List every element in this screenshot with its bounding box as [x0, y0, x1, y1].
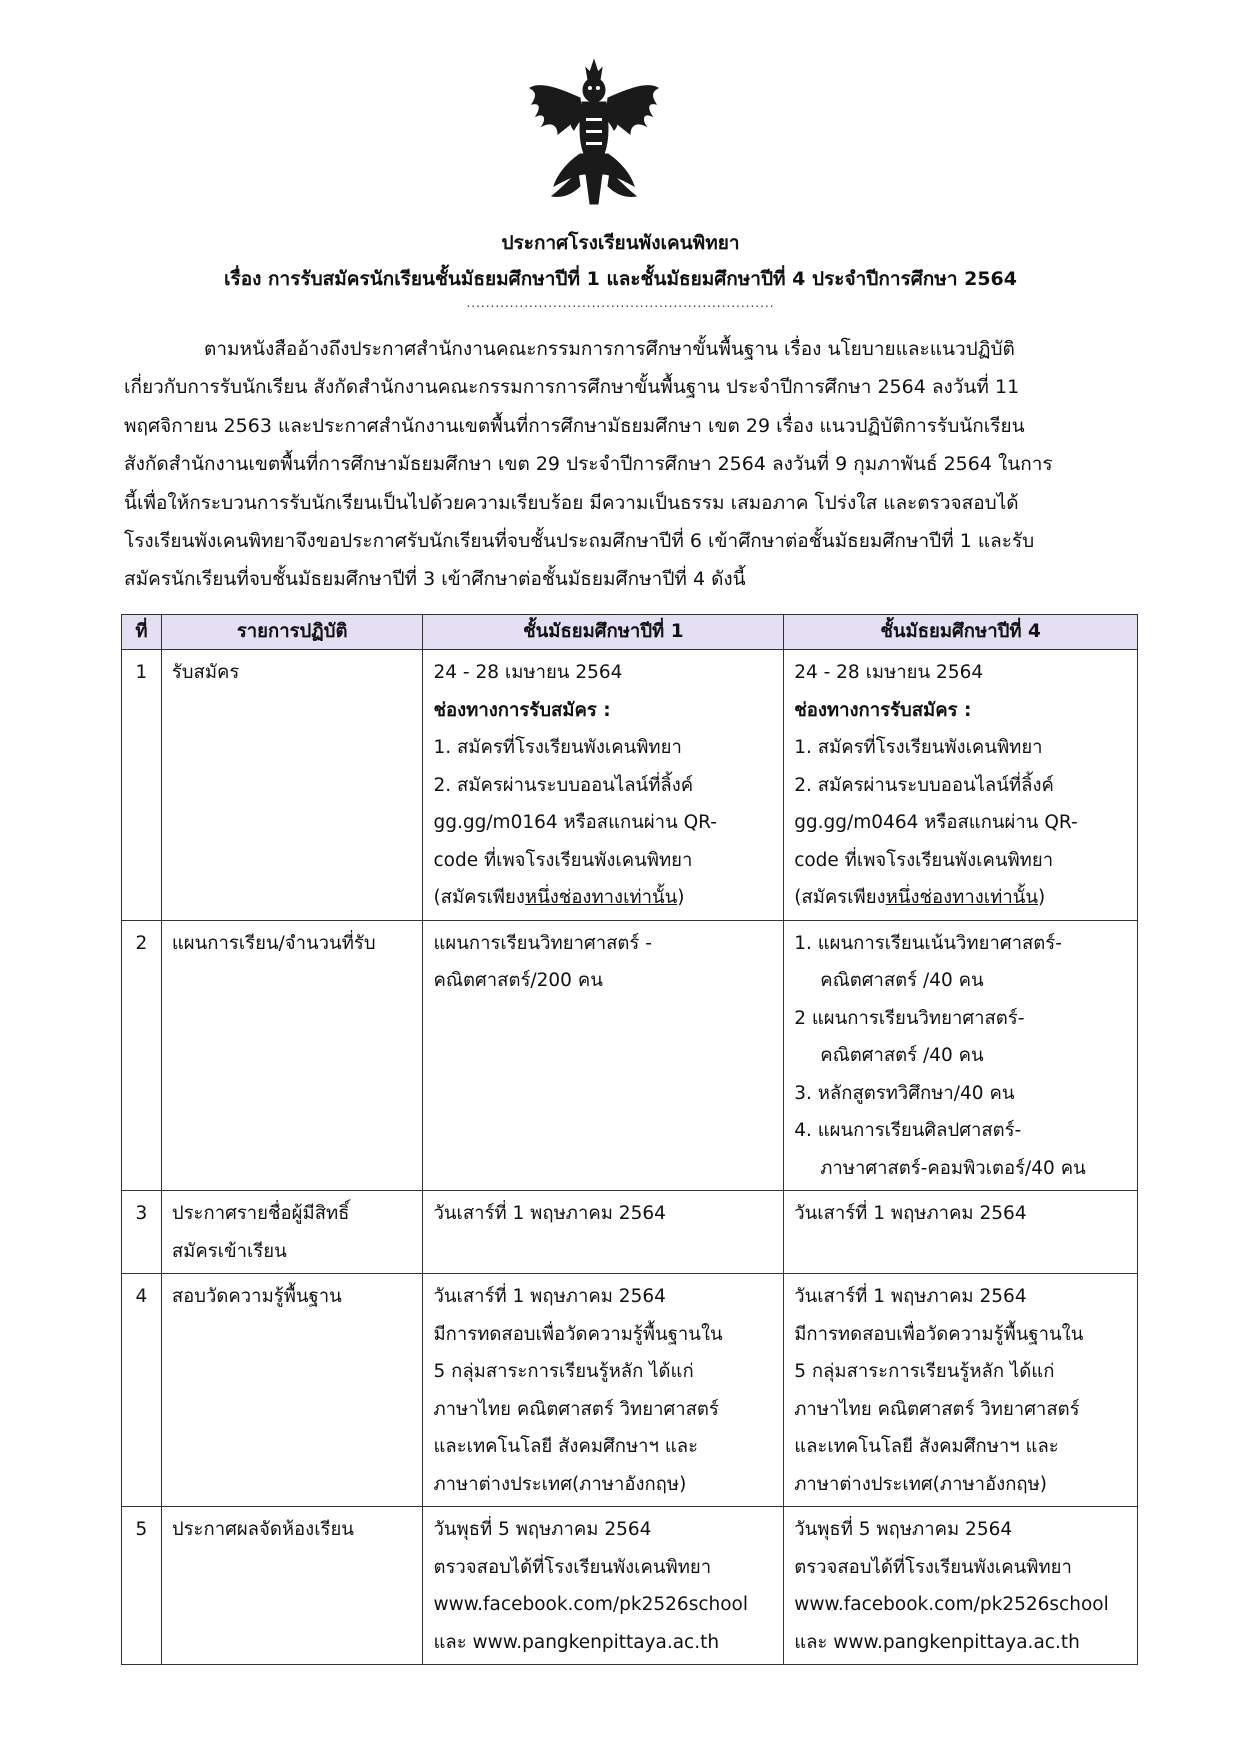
intro-line: โรงเรียนพังเคนพิทยาจึงขอประกาศรับนักเรียนที่จบชั้นประถมศึกษาปีที่ 6 เข้าศึกษาต่อชั้นมัธยมศึกษาปีที่ 1 และรับ [124, 530, 1035, 553]
header-m1: ชั้นมัธยมศึกษาปีที่ 1 [423, 615, 784, 650]
table-header-row [122, 615, 1138, 650]
intro-line: ตามหนังสืออ้างถึงประกาศสำนักงานคณะกรรมการการศึกษาขั้นพื้นฐาน เรื่อง นโยบายและแนวปฏิบัติ [204, 338, 1015, 360]
cell-note [794, 879, 1127, 917]
header-item: รายการปฏิบัติ [161, 615, 423, 650]
note-underlined: หนึ่งช่องทางเท่านั้น [524, 887, 678, 908]
cell-text: ช่องทางการรับสมัคร : [433, 699, 611, 721]
cell-text: gg.gg/m0164 หรือสแกนผ่าน QR- [433, 812, 717, 833]
row-item [161, 920, 423, 1191]
cell-note [433, 879, 773, 917]
row-m4 [784, 1191, 1138, 1274]
intro-line: สมัครนักเรียนที่จบชั้นมัธยมศึกษาปีที่ 3 เข้าศึกษาต่อชั้นมัธยมศึกษาปีที่ 4 ดังนี้ [124, 568, 746, 591]
cell-text: วันเสาร์ที่ 1 พฤษภาคม 2564 [433, 1286, 666, 1307]
item-text: แผนการเรียน/จำนวนที่รับ [171, 932, 376, 954]
cell-text: www.facebook.com/pk2526school [794, 1594, 1109, 1615]
table-row [122, 650, 1138, 921]
cell-text: 24 - 28 เมษายน 2564 [433, 662, 623, 683]
item-text: รับสมัคร [171, 662, 240, 683]
table-row [122, 1274, 1138, 1507]
row-number: 4 [122, 1274, 162, 1507]
intro-line: สังกัดสำนักงานเขตพื้นที่การศึกษามัธยมศึกษา เขต 29 ประจำปีการศึกษา 2564 ลงวันที่ 9 กุมภาพันธ์ 2564 ในการ [124, 453, 1053, 476]
note-underlined: หนึ่งช่องทางเท่านั้น [885, 887, 1038, 908]
cell-text: 1. สมัครที่โรงเรียนพังเคนพิทยา [794, 737, 1043, 758]
cell-text: 2 แผนการเรียนวิทยาศาสตร์- [794, 1007, 1025, 1029]
note-pre: (สมัครเพียง [794, 887, 886, 908]
table-row [122, 920, 1138, 1191]
intro-line: นี้เพื่อให้กระบวนการรับนักเรียนเป็นไปด้วยความเรียบร้อย มีความเป็นธรรม เสมอภาค โปร่งใส และตรวจสอบได้ [124, 491, 1019, 514]
cell-text: และเทคโนโลยี สังคมศึกษาฯ และ [433, 1436, 699, 1457]
row-item [161, 650, 423, 921]
item-text: สมัครเข้าเรียน [171, 1240, 287, 1262]
row-m4 [784, 920, 1138, 1191]
table-row [122, 1507, 1138, 1665]
cell-text: แผนการเรียนวิทยาศาสตร์ - [433, 932, 652, 954]
note-post: ) [677, 887, 685, 908]
row-number: 3 [122, 1191, 162, 1274]
row-number: 2 [122, 920, 162, 1191]
cell-text: และ www.pangkenpittaya.ac.th [794, 1631, 1080, 1653]
separator-line: ................................................................ [466, 296, 775, 310]
cell-text: ภาษาต่างประเทศ(ภาษาอังกฤษ) [794, 1473, 1048, 1495]
cell-text: ภาษาไทย คณิตศาสตร์ วิทยาศาสตร์ [433, 1398, 719, 1420]
note-post: ) [1038, 887, 1046, 908]
cell-text: วันเสาร์ที่ 1 พฤษภาคม 2564 [794, 1286, 1027, 1307]
cell-text: คณิตศาสตร์ /40 คน [820, 970, 984, 991]
row-m1 [423, 1274, 784, 1507]
header-no: ที่ [122, 615, 162, 650]
table-row [122, 1191, 1138, 1274]
row-m1 [423, 1191, 784, 1274]
cell-text: ภาษาศาสตร์-คอมพิวเตอร์/40 คน [820, 1157, 1086, 1179]
row-m4 [784, 1507, 1138, 1665]
cell-text: ภาษาต่างประเทศ(ภาษาอังกฤษ) [433, 1473, 687, 1495]
cell-text: ตรวจสอบได้ที่โรงเรียนพังเคนพิทยา [794, 1556, 1072, 1578]
cell-text: มีการทดสอบเพื่อวัดความรู้พื้นฐานใน [433, 1323, 723, 1345]
announcement-title: ประกาศโรงเรียนพังเคนพิทยา [501, 232, 740, 254]
cell-text: 3. หลักสูตรทวิศึกษา/40 คน [794, 1082, 1015, 1104]
row-item [161, 1191, 423, 1274]
cell-text: 4. แผนการเรียนศิลปศาสตร์- [794, 1120, 1022, 1141]
row-m1 [423, 1507, 784, 1665]
cell-text: 2. สมัครผ่านระบบออนไลน์ที่ลิ้งค์ [433, 774, 694, 796]
cell-text: 5 กลุ่มสาระการเรียนรู้หลัก ได้แก่ [433, 1361, 694, 1382]
item-text: ประกาศรายชื่อผู้มีสิทธิ์ [171, 1203, 350, 1224]
garuda-emblem-icon [528, 58, 660, 208]
note-pre: (สมัครเพียง [433, 887, 525, 908]
cell-text: ช่องทางการรับสมัคร : [794, 699, 972, 721]
row-number: 1 [122, 650, 162, 921]
announcement-subject: เรื่อง การรับสมัครนักเรียนชั้นมัธยมศึกษาปีที่ 1 และชั้นมัธยมศึกษาปีที่ 4 ประจำปีการศึกษา 2564 [224, 268, 1017, 290]
cell-text: วันพุธที่ 5 พฤษภาคม 2564 [433, 1519, 652, 1540]
cell-text: ตรวจสอบได้ที่โรงเรียนพังเคนพิทยา [433, 1556, 712, 1578]
intro-line: เกี่ยวกับการรับนักเรียน สังกัดสำนักงานคณะกรรมการการศึกษาขั้นพื้นฐาน ประจำปีการศึกษา 2564 ลงวันที่ 11 [124, 376, 1020, 399]
cell-text: ภาษาไทย คณิตศาสตร์ วิทยาศาสตร์ [794, 1398, 1080, 1420]
cell-text: 2. สมัครผ่านระบบออนไลน์ที่ลิ้งค์ [794, 774, 1054, 796]
intro-line: พฤศจิกายน 2563 และประกาศสำนักงานเขตพื้นที่การศึกษามัธยมศึกษา เขต 29 เรื่อง แนวปฏิบัติการรับนักเรียน [124, 414, 1025, 437]
cell-text: code ที่เพจโรงเรียนพังเคนพิทยา [794, 849, 1054, 871]
row-m4 [784, 1274, 1138, 1507]
row-m1 [423, 650, 784, 921]
cell-text: คณิตศาสตร์/200 คน [433, 970, 603, 991]
row-m4 [784, 650, 1138, 921]
cell-text: วันเสาร์ที่ 1 พฤษภาคม 2564 [433, 1203, 666, 1224]
cell-text: คณิตศาสตร์ /40 คน [820, 1045, 984, 1066]
cell-text: มีการทดสอบเพื่อวัดความรู้พื้นฐานใน [794, 1323, 1084, 1345]
cell-text: code ที่เพจโรงเรียนพังเคนพิทยา [433, 849, 693, 871]
row-m1 [423, 920, 784, 1191]
cell-text: 1. แผนการเรียนเน้นวิทยาศาสตร์- [794, 932, 1062, 954]
cell-text: และเทคโนโลยี สังคมศึกษาฯ และ [794, 1436, 1059, 1457]
row-number: 5 [122, 1507, 162, 1665]
row-item [161, 1507, 423, 1665]
intro-paragraph [124, 330, 1122, 599]
schedule-table [121, 614, 1138, 1665]
row-item [161, 1274, 423, 1507]
cell-text: gg.gg/m0464 หรือสแกนผ่าน QR- [794, 812, 1078, 833]
cell-text: www.facebook.com/pk2526school [433, 1594, 749, 1615]
header-m4: ชั้นมัธยมศึกษาปีที่ 4 [784, 615, 1138, 650]
item-text: ประกาศผลจัดห้องเรียน [171, 1519, 354, 1540]
cell-text: วันพุธที่ 5 พฤษภาคม 2564 [794, 1519, 1013, 1540]
cell-text: วันเสาร์ที่ 1 พฤษภาคม 2564 [794, 1203, 1027, 1224]
cell-text: 5 กลุ่มสาระการเรียนรู้หลัก ได้แก่ [794, 1361, 1055, 1382]
item-text: สอบวัดความรู้พื้นฐาน [171, 1286, 342, 1307]
cell-text: 24 - 28 เมษายน 2564 [794, 662, 984, 683]
cell-text: 1. สมัครที่โรงเรียนพังเคนพิทยา [433, 737, 682, 758]
cell-text: และ www.pangkenpittaya.ac.th [433, 1631, 720, 1653]
